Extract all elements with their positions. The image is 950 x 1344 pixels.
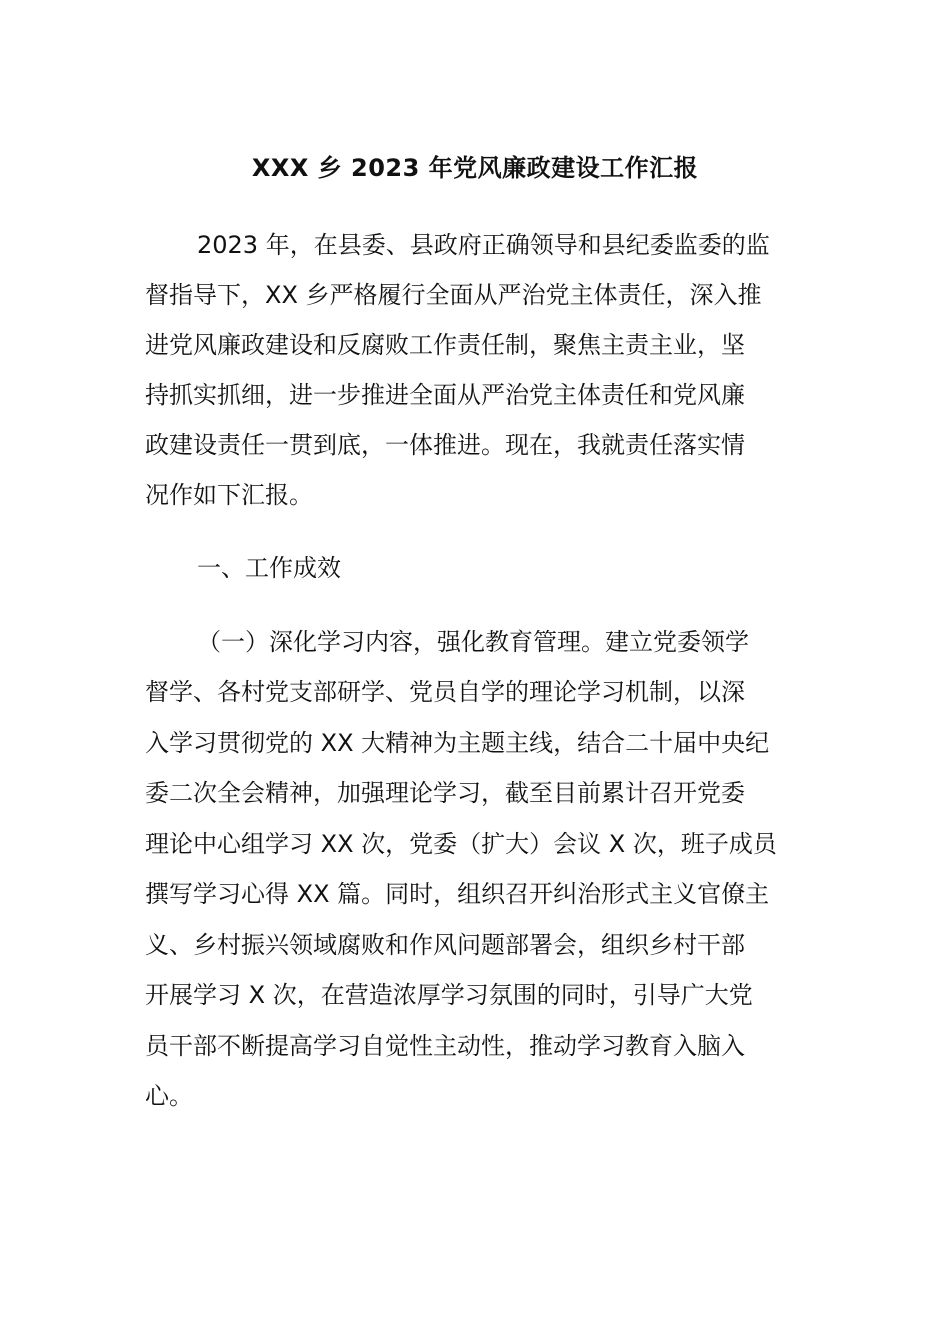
subsection-line: 理论中心组学习 XX 次，党委（扩大）会议 X 次，班子成员	[145, 830, 777, 858]
subsection-line: 督学、各村党支部研学、党员自学的理论学习机制，以深	[145, 678, 745, 706]
document-title: XXX 乡 2023 年党风廉政建设工作汇报	[251, 154, 699, 182]
subsection-line: 开展学习 X 次，在营造浓厚学习氛围的同时，引导广大党	[145, 981, 753, 1009]
intro-line: 政建设责任一贯到底，一体推进。现在，我就责任落实情	[145, 431, 745, 459]
subsection-line: 员干部不断提高学习自觉性主动性，推动学习教育入脑入	[145, 1032, 745, 1060]
subsection-line: （一）深化学习内容，强化教育管理。建立党委领学	[197, 628, 749, 656]
intro-line: 持抓实抓细，进一步推进全面从严治党主体责任和党风廉	[145, 381, 745, 409]
subsection-line: 心。	[145, 1082, 193, 1110]
subsection-line: 入学习贯彻党的 XX 大精神为主题主线，结合二十届中央纪	[145, 729, 770, 757]
subsection-line: 义、乡村振兴领域腐败和作风问题部署会，组织乡村干部	[145, 931, 745, 959]
intro-line: 2023 年，在县委、县政府正确领导和县纪委监委的监	[197, 231, 770, 259]
subsection-line: 委二次全会精神，加强理论学习，截至目前累计召开党委	[145, 779, 745, 807]
section-heading: 一、工作成效	[197, 554, 341, 582]
intro-line: 进党风廉政建设和反腐败工作责任制，聚焦主责主业，坚	[145, 331, 745, 359]
intro-line: 督指导下，XX 乡严格履行全面从严治党主体责任，深入推	[145, 281, 762, 309]
subsection-line: 撰写学习心得 XX 篇。同时，组织召开纠治形式主义官僚主	[145, 880, 770, 908]
intro-line: 况作如下汇报。	[145, 481, 313, 509]
